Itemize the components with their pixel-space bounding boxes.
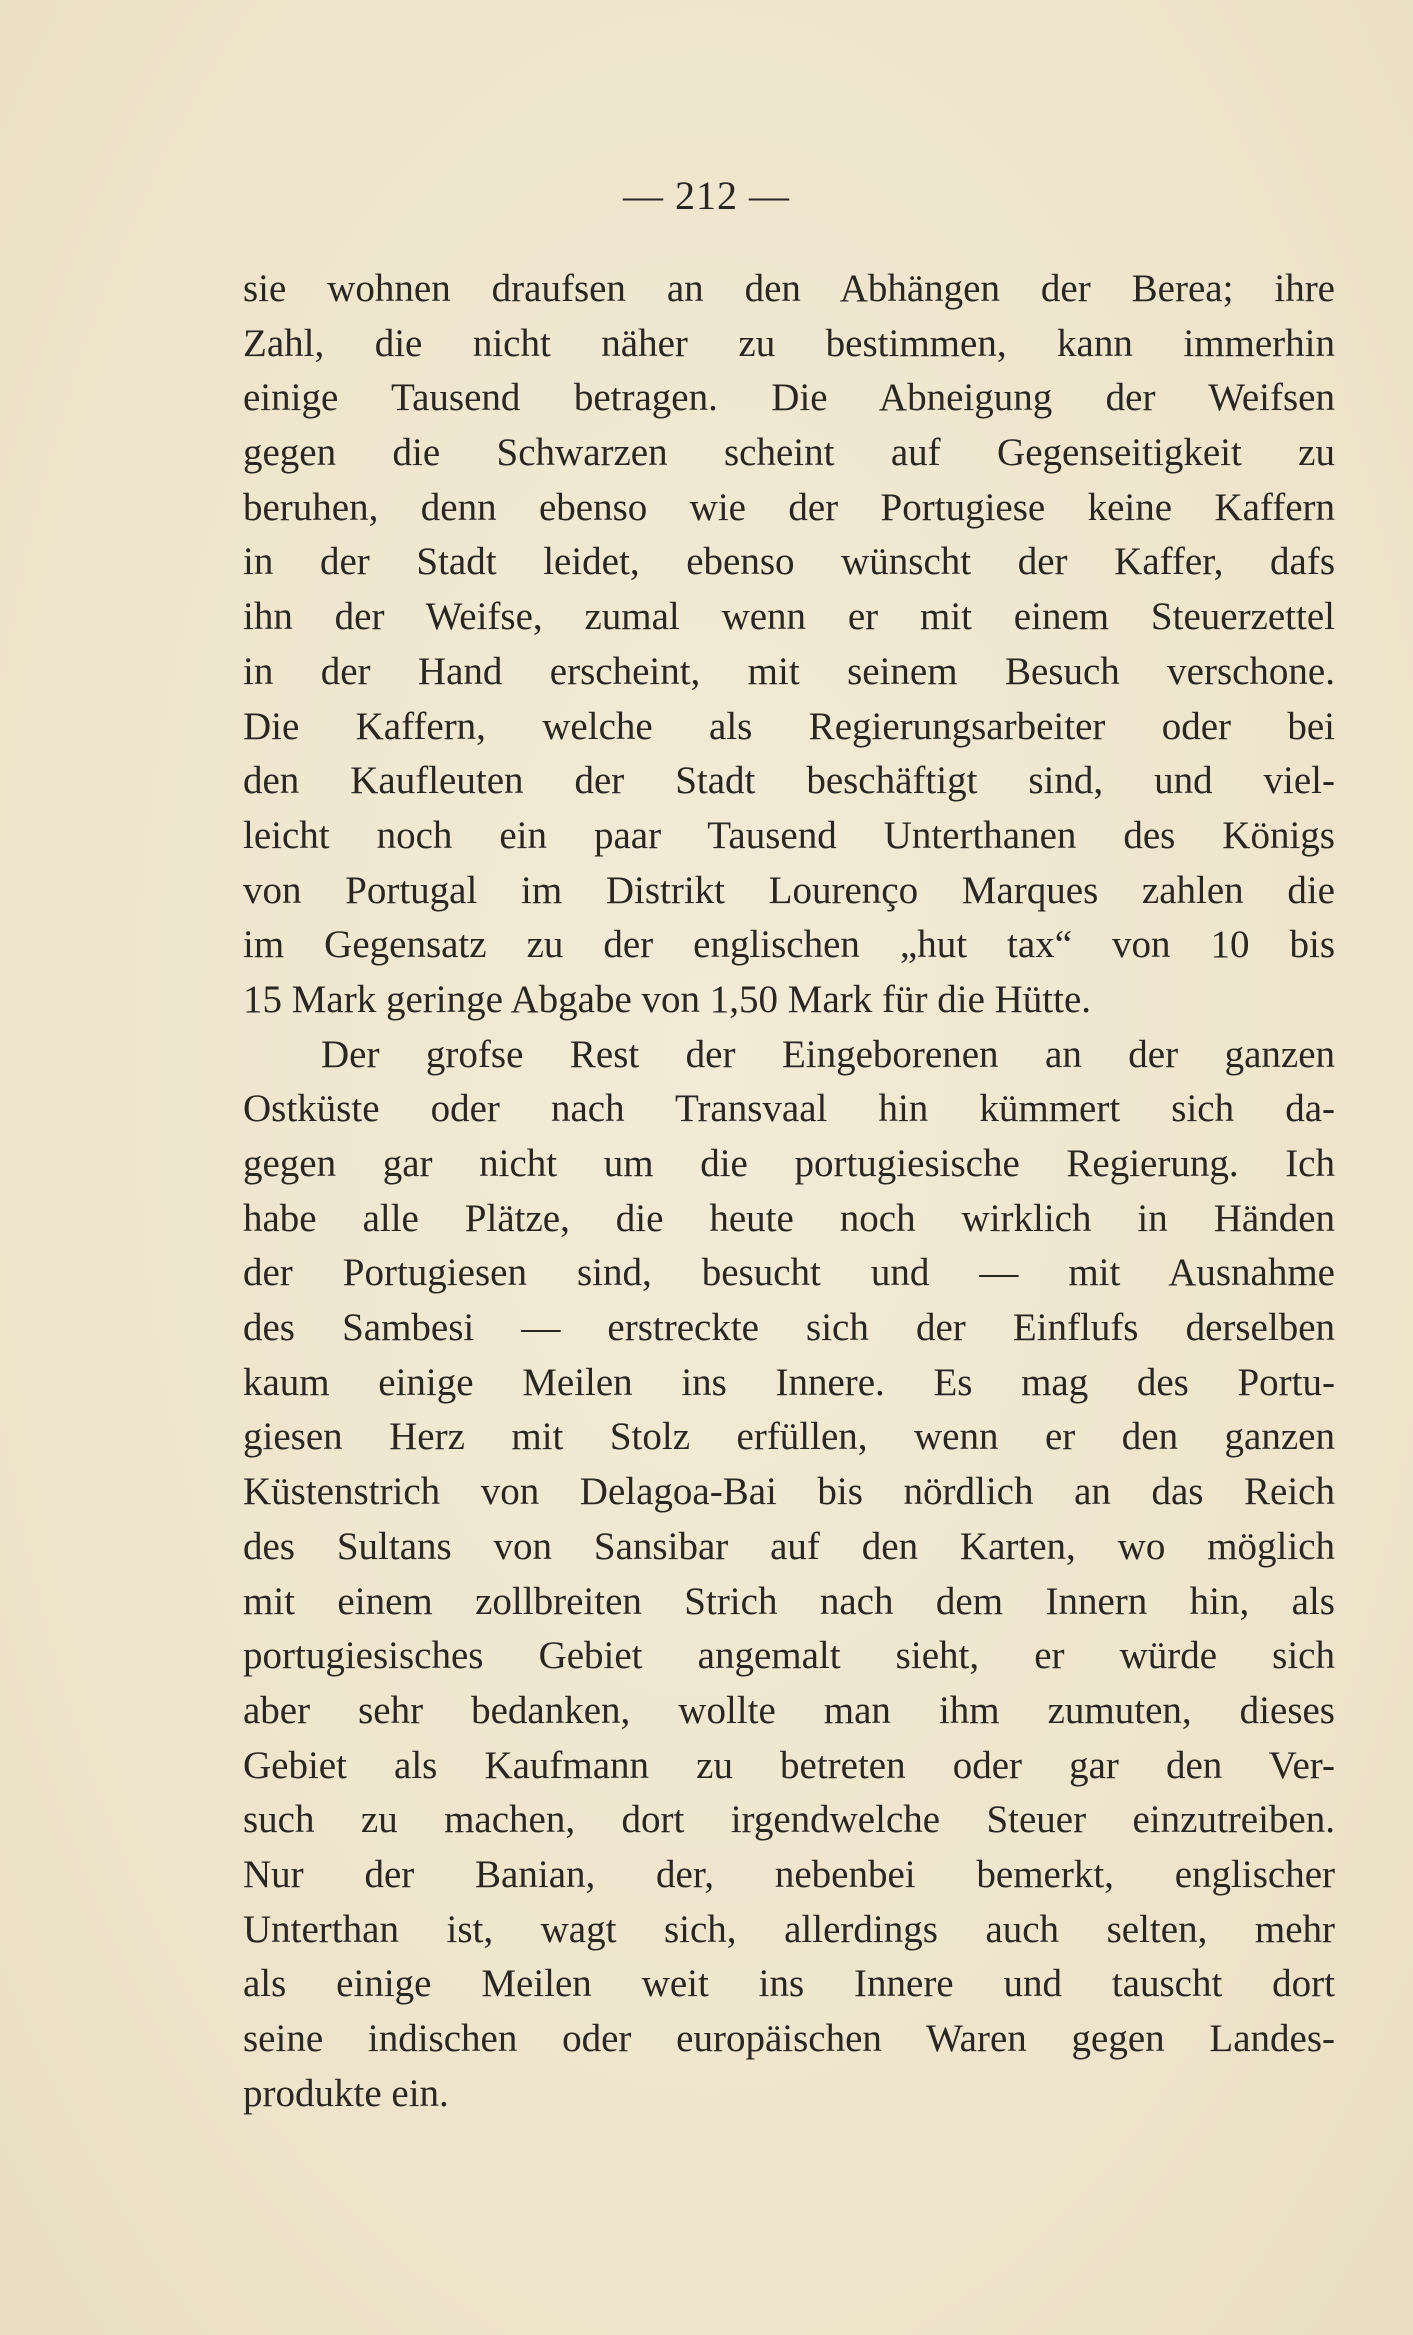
text-line: in der Stadt leidet, ebenso wünscht der Kaffer, dafs [243, 540, 1335, 584]
text-line: ihn der Weifse, zumal wenn er mit einem Steuerzettel [243, 595, 1335, 639]
text-line: Gebiet als Kaufmann zu betreten oder gar den Ver- [243, 1743, 1335, 1787]
text-line: Zahl, die nicht näher zu bestimmen, kann immerhin [243, 321, 1335, 365]
text-line: beruhen, denn ebenso wie der Portugiese keine Kaffern [243, 485, 1335, 529]
text-line: des Sultans von Sansibar auf den Karten, wo möglich [243, 1524, 1335, 1568]
text-line: als einige Meilen weit ins Innere und tauscht dort [243, 1962, 1335, 2006]
text-line: in der Hand erscheint, mit seinem Besuch verschone. [243, 649, 1335, 693]
text-line: mit einem zollbreiten Strich nach dem Innern hin, als [243, 1579, 1335, 1623]
text-line: gegen die Schwarzen scheint auf Gegenseitigkeit zu [243, 431, 1335, 475]
text-line: produkte ein. [243, 2071, 449, 2115]
text-line: von Portugal im Distrikt Lourenço Marques zahlen die [243, 868, 1335, 912]
text-line: portugiesisches Gebiet angemalt sieht, er würde sich [243, 1634, 1335, 1678]
text-line: giesen Herz mit Stolz erfüllen, wenn er den ganzen [243, 1415, 1335, 1459]
text-line: Unterthan ist, wagt sich, allerdings auch selten, mehr [243, 1907, 1335, 1951]
text-line: sie wohnen draufsen an den Abhängen der Berea; ihre [243, 267, 1335, 310]
text-line: Die Kaffern, welche als Regierungsarbeiter oder bei [243, 704, 1335, 748]
text-line: kaum einige Meilen ins Innere. Es mag des Portu- [243, 1360, 1335, 1404]
text-line: des Sambesi — erstreckte sich der Einflufs derselben [243, 1306, 1335, 1350]
text-line: seine indischen oder europäischen Waren gegen Landes- [243, 2017, 1335, 2060]
text-line: leicht noch ein paar Tausend Unterthanen des Königs [243, 813, 1335, 857]
text-line: habe alle Plätze, die heute noch wirklich in Händen [243, 1196, 1335, 1240]
page-number: — 212 — [623, 173, 790, 218]
text-line: 15 Mark geringe Abgabe von 1,50 Mark für die Hütte. [243, 977, 1092, 1021]
text-line: der Portugiesen sind, besucht und — mit Ausnahme [243, 1251, 1335, 1295]
text-line: Ostküste oder nach Transvaal hin kümmert sich da- [243, 1087, 1335, 1131]
text-line: such zu machen, dort irgendwelche Steuer einzutreiben. [243, 1798, 1335, 1842]
text-line: aber sehr bedanken, wollte man ihm zumuten, dieses [243, 1688, 1335, 1732]
body-text [243, 262, 1335, 2121]
text-line: den Kaufleuten der Stadt beschäftigt sind, und viel- [243, 759, 1335, 803]
paragraph-start-line: Der grofse Rest der Eingeborenen an der ganzen [321, 1032, 1335, 1076]
text-line: Küstenstrich von Delagoa-Bai bis nördlich an das Reich [243, 1470, 1335, 1514]
text-line: gegen gar nicht um die portugiesische Regierung. Ich [243, 1142, 1335, 1185]
text-line: im Gegensatz zu der englischen „hut tax“ von 10 bis [243, 923, 1335, 967]
text-line: Nur der Banian, der, nebenbei bemerkt, englischer [243, 1852, 1335, 1896]
text-line: einige Tausend betragen. Die Abneigung der Weifsen [243, 376, 1335, 420]
